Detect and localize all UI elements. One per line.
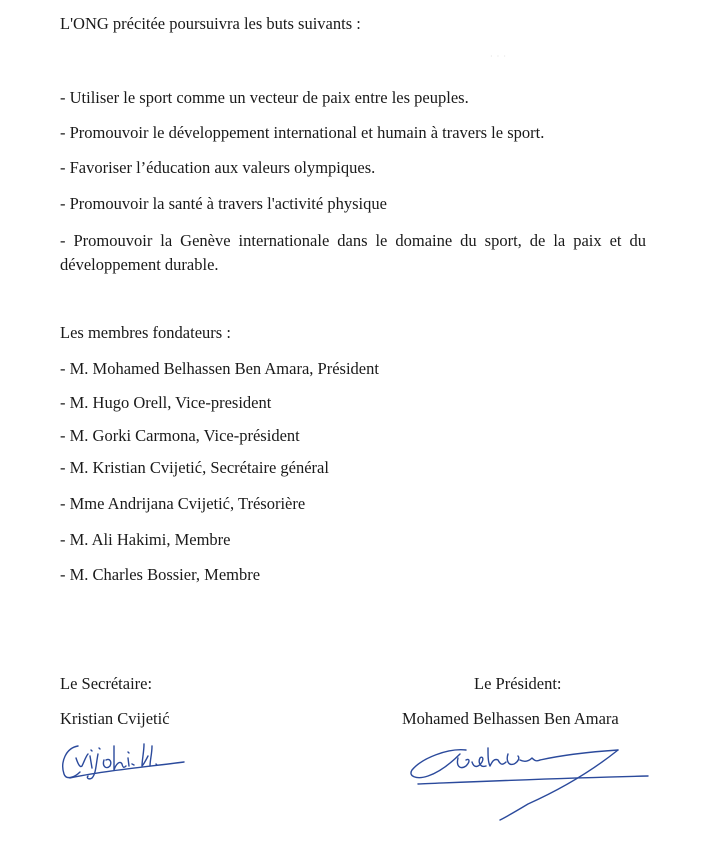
goal-item: - Promouvoir le développement international et humain à travers le sport. bbox=[60, 123, 545, 142]
president-title: Le Président: bbox=[474, 674, 562, 693]
founder-item: - M. Hugo Orell, Vice-president bbox=[60, 393, 272, 412]
founder-item: - M. Charles Bossier, Membre bbox=[60, 565, 261, 584]
founder-item: - M. Ali Hakimi, Membre bbox=[60, 530, 231, 549]
founder-item: - M. Mohamed Belhassen Ben Amara, Président bbox=[60, 359, 379, 378]
founder-item: - M. Gorki Carmona, Vice-président bbox=[60, 426, 300, 445]
founders-heading: Les membres fondateurs : bbox=[60, 323, 231, 342]
president-signature bbox=[408, 740, 658, 824]
intro-text: L'ONG précitée poursuivra les buts suivants : bbox=[60, 14, 361, 33]
goal-item: - Promouvoir la Genève internationale dans le domaine du sport, de la paix et du développement durable. bbox=[60, 231, 646, 274]
president-name: Mohamed Belhassen Ben Amara bbox=[402, 709, 619, 728]
goal-item: - Utiliser le sport comme un vecteur de paix entre les peuples. bbox=[60, 88, 469, 107]
secretary-name: Kristian Cvijetić bbox=[60, 709, 170, 728]
goal-item: - Favoriser l’éducation aux valeurs olympiques. bbox=[60, 158, 376, 177]
goal-item: - Promouvoir la santé à travers l'activité physique bbox=[60, 194, 387, 213]
secretary-signature bbox=[56, 738, 196, 784]
founder-item: - Mme Andrijana Cvijetić, Trésorière bbox=[60, 494, 306, 513]
scan-artifact: · · · bbox=[490, 52, 507, 61]
founder-item: - M. Kristian Cvijetić, Secrétaire général bbox=[60, 458, 329, 477]
secretary-title: Le Secrétaire: bbox=[60, 674, 153, 693]
